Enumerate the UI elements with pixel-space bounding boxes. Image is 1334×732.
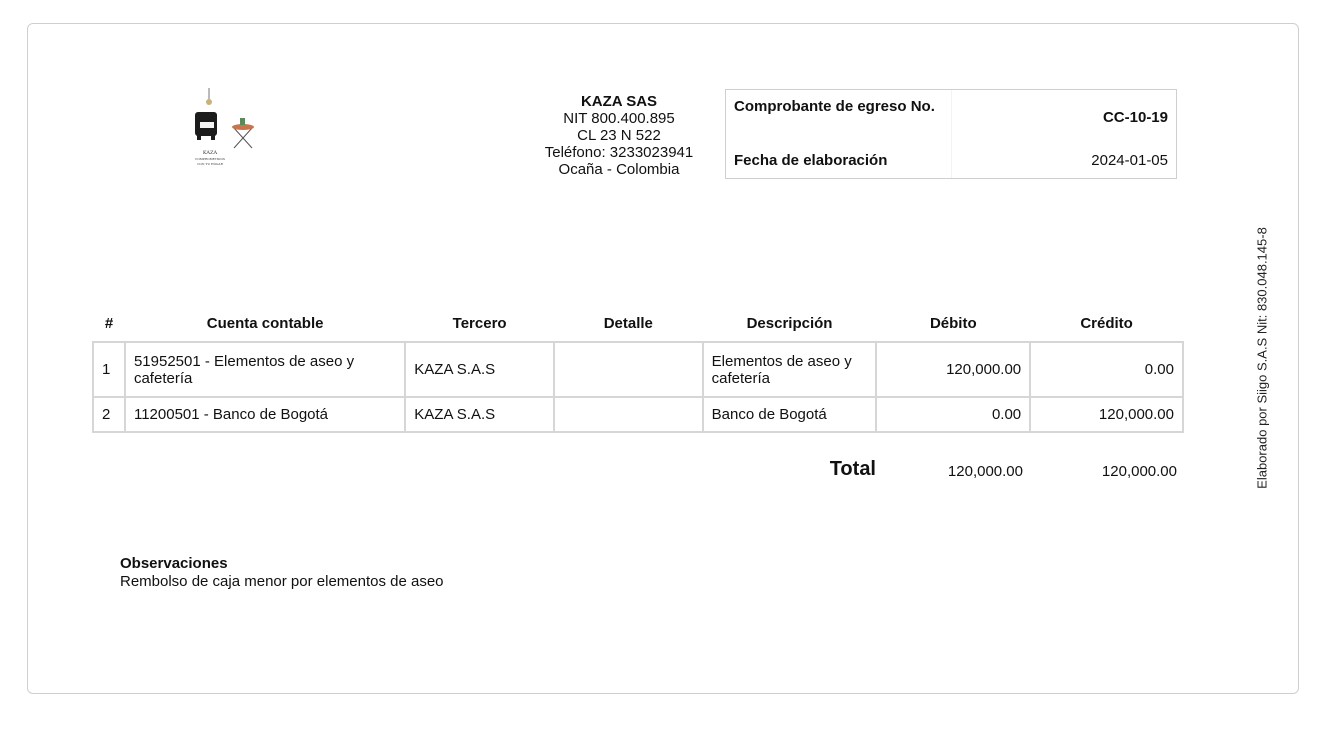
- doc-type-label: Comprobante de egreso No.: [734, 98, 935, 115]
- observations-title: Observaciones: [120, 555, 228, 572]
- svg-text:COMPROMETIDOS: COMPROMETIDOS: [195, 157, 225, 161]
- cell-detail: [554, 397, 703, 432]
- company-logo: [192, 86, 264, 166]
- observations-section: [120, 555, 444, 591]
- cell-number: 1: [93, 342, 125, 397]
- company-name: KAZA SAS: [580, 93, 658, 110]
- total-label: Total: [829, 458, 876, 480]
- generated-by-note: Elaborado por Siigo S.A.S Nit: 830.048.145-8: [1254, 227, 1270, 489]
- cell-third-party: KAZA S.A.S: [405, 397, 554, 432]
- cell-credit: 0.00: [1030, 342, 1183, 397]
- total-debit: 120,000.00: [947, 463, 1023, 480]
- svg-text:CON TU HOGAR: CON TU HOGAR: [197, 162, 223, 166]
- col-header-account: Cuenta contable: [206, 314, 324, 332]
- cell-description: Banco de Bogotá: [703, 397, 877, 432]
- cell-credit: 120,000.00: [1030, 397, 1183, 432]
- col-header-credit: Crédito: [1080, 314, 1133, 332]
- table-row: [93, 342, 1183, 397]
- col-header-number: #: [104, 314, 114, 332]
- cell-debit: 120,000.00: [876, 342, 1030, 397]
- col-header-third-party: Tercero: [452, 314, 507, 332]
- doc-number-row: [726, 98, 1176, 138]
- doc-date: 2024-01-05: [1091, 152, 1168, 169]
- col-header-debit: Débito: [929, 314, 977, 332]
- col-header-detail: Detalle: [603, 314, 653, 332]
- table-row: [93, 397, 1183, 432]
- cell-account: 51952501 - Elementos de aseo y cafetería: [125, 342, 405, 397]
- cell-debit: 0.00: [876, 397, 1030, 432]
- document-info-box: [725, 89, 1177, 179]
- cell-number: 2: [93, 397, 125, 432]
- accounting-lines-table: [92, 305, 1184, 433]
- company-phone: Teléfono: 3233023941: [544, 144, 694, 161]
- doc-date-row: [726, 152, 1176, 174]
- doc-number: CC-10-19: [1102, 109, 1168, 126]
- cell-detail: [554, 342, 703, 397]
- company-info: [533, 93, 705, 178]
- company-city: Ocaña - Colombia: [558, 161, 680, 178]
- svg-text:KAZA: KAZA: [202, 150, 218, 156]
- col-header-description: Descripción: [746, 314, 833, 332]
- cell-account: 11200501 - Banco de Bogotá: [125, 397, 405, 432]
- doc-date-label: Fecha de elaboración: [734, 152, 888, 169]
- observations-text: Rembolso de caja menor por elementos de aseo: [120, 573, 444, 590]
- cell-description: Elementos de aseo y cafetería: [703, 342, 877, 397]
- table-header-row: [93, 305, 1183, 342]
- company-nit: NIT 800.400.895: [563, 110, 675, 127]
- company-address: CL 23 N 522: [577, 127, 661, 144]
- cell-third-party: KAZA S.A.S: [405, 342, 554, 397]
- total-credit: 120,000.00: [1101, 463, 1177, 480]
